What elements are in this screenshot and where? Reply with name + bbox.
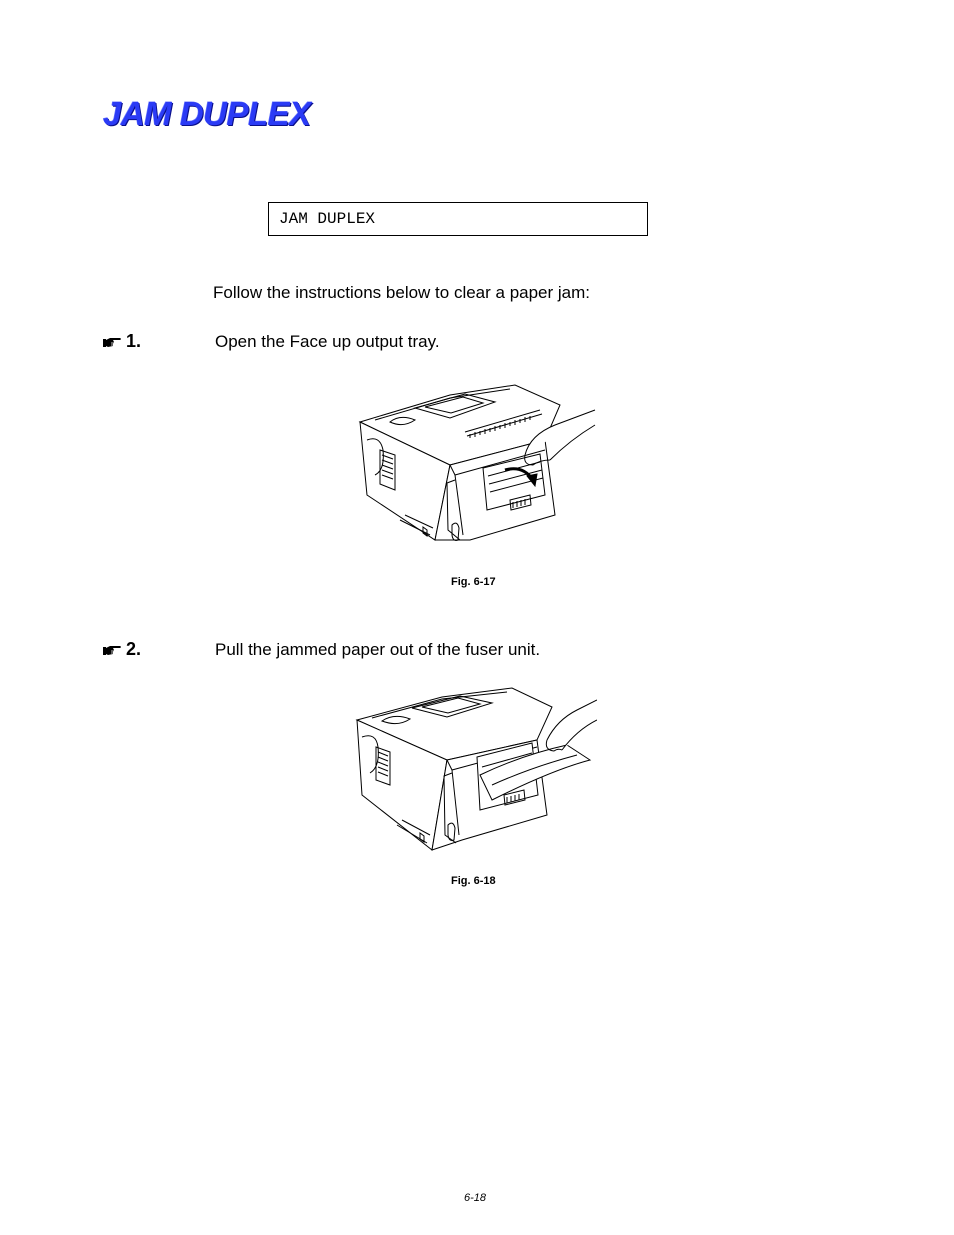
figure-caption: Fig. 6-17: [451, 576, 496, 588]
page-title: JAM DUPLEX: [103, 95, 311, 132]
pointing-hand-icon: [102, 643, 122, 657]
step-text: Pull the jammed paper out of the fuser unit.: [215, 640, 541, 659]
printer-open-tray-illustration: [355, 380, 600, 560]
step-number: 2.: [126, 639, 142, 659]
pointing-hand-icon: [102, 335, 122, 349]
step-text: Open the Face up output tray.: [215, 332, 440, 351]
lcd-message-box: JAM DUPLEX: [268, 202, 648, 236]
intro-text: Follow the instructions below to clear a paper jam:: [213, 283, 591, 302]
step-number: 1.: [126, 331, 142, 351]
printer-jammed-paper-illustration: [352, 685, 597, 860]
figure-caption: Fig. 6-18: [451, 875, 496, 887]
page-number: 6-18: [464, 1192, 487, 1204]
